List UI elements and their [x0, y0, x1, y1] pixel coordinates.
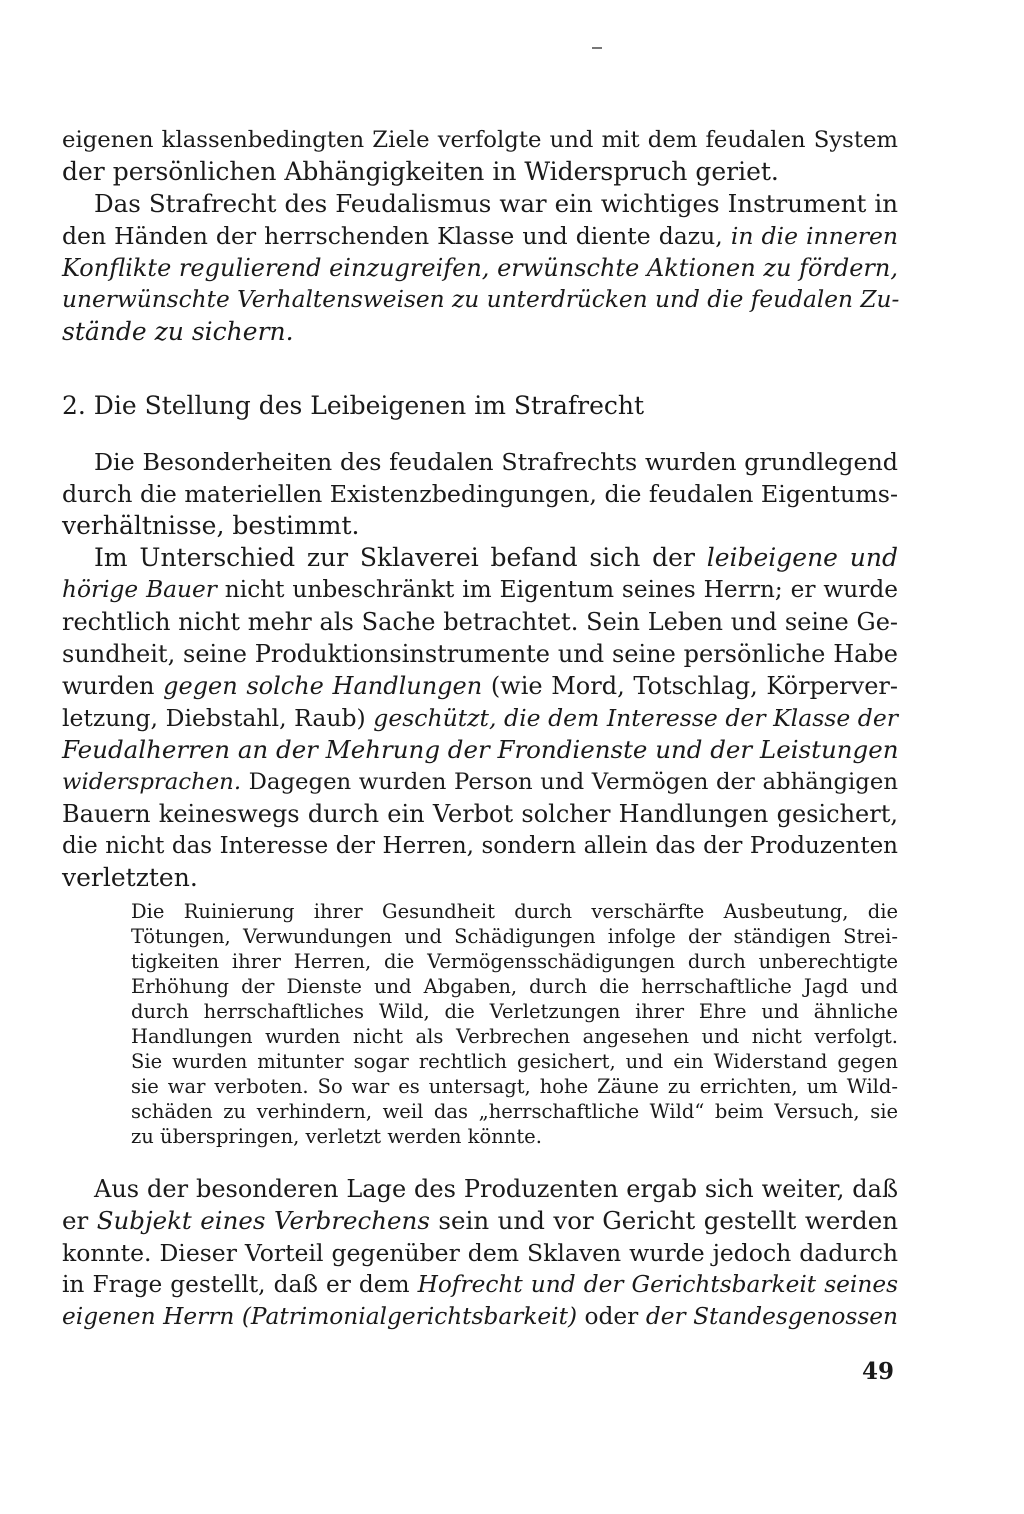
smallprint-line: schäden zu verhindern, weil das „herrschaftliche Wild“ beim Versuch, sie [131, 1100, 898, 1123]
text-line: Konflikte regulierend einzugreifen, erwünschte Aktionen zu fördern, [62, 254, 898, 282]
text-line: verhältnisse, bestimmt. [62, 511, 360, 540]
smallprint-line: Tötungen, Verwundungen und Schädigungen infolge der ständigen Strei- [131, 925, 898, 948]
text-line: Die Besonderheiten des feudalen Strafrechts wurden grundlegend [94, 448, 898, 476]
smallprint-line: zu überspringen, verletzt werden könnte. [131, 1125, 542, 1148]
smallprint-line: tigkeiten ihrer Herren, die Vermögensschädigungen durch unberechtigte [131, 950, 898, 973]
text-line: Im Unterschied zur Sklaverei befand sich der leibeigene und [94, 543, 898, 572]
text-line: letzung, Diebstahl, Raub) geschützt, die dem Interesse der Klasse der [62, 704, 898, 732]
text-line: stände zu sichern. [62, 317, 294, 346]
text-line: durch die materiellen Existenzbedingungen, die feudalen Eigentums- [62, 480, 898, 508]
text-line: in Frage gestellt, daß er dem Hofrecht und der Gerichtsbarkeit seines [62, 1271, 899, 1298]
scan-mark [592, 47, 602, 49]
section-heading: 2. Die Stellung des Leibeigenen im Strafrecht [62, 391, 645, 420]
smallprint-line: durch herrschaftliches Wild, die Verletzungen ihrer Ehre und ähnliche [131, 1000, 898, 1023]
text-line: sundheit, seine Produktionsinstrumente und seine persönliche Habe [62, 640, 898, 668]
text-line: unerwünschte Verhaltensweisen zu unterdrücken und die feudalen Zu- [62, 286, 900, 313]
text-line: wurden gegen solche Handlungen (wie Mord, Totschlag, Körperver- [62, 672, 898, 700]
text-line: eigenen Herrn (Patrimonialgerichtsbarkeit) oder der Standesgenossen [62, 1303, 898, 1330]
smallprint-line: Die Ruinierung ihrer Gesundheit durch verschärfte Ausbeutung, die [131, 900, 898, 923]
smallprint-line: Erhöhung der Dienste und Abgaben, durch die herrschaftliche Jagd und [131, 975, 898, 998]
text-line: konnte. Dieser Vorteil gegenüber dem Sklaven wurde jedoch dadurch [62, 1239, 898, 1267]
text-line: Aus der besonderen Lage des Produzenten ergab sich weiter, daß [94, 1175, 898, 1203]
smallprint-line: Handlungen wurden nicht als Verbrechen angesehen und nicht verfolgt. [131, 1025, 898, 1048]
page-number: 49 [862, 1358, 895, 1385]
text-line: rechtlich nicht mehr als Sache betrachtet. Sein Leben und seine Ge- [62, 608, 898, 636]
text-line: der persönlichen Abhängigkeiten in Widerspruch geriet. [62, 157, 779, 186]
smallprint-line: Sie wurden mitunter sogar rechtlich gesichert, und ein Widerstand gegen [131, 1050, 898, 1073]
text-line: er Subjekt eines Verbrechens sein und vor Gericht gestellt werden [62, 1206, 898, 1235]
text-line: den Händen der herrschenden Klasse und diente dazu, in die inneren [62, 222, 898, 250]
text-line: die nicht das Interesse der Herren, sondern allein das der Produzenten [62, 833, 898, 859]
text-line: Feudalherren an der Mehrung der Frondienste und der Leistungen [62, 735, 899, 764]
text-line: eigenen klassenbedingten Ziele verfolgte und mit dem feudalen System [62, 127, 898, 153]
text-line: verletzten. [62, 863, 198, 892]
smallprint-line: sie war verboten. So war es untersagt, hohe Zäune zu errichten, um Wild- [131, 1075, 898, 1098]
text-line: Das Strafrecht des Feudalismus war ein wichtiges Instrument in [94, 189, 898, 218]
text-line: hörige Bauer nicht unbeschränkt im Eigentum seines Herrn; er wurde [62, 576, 898, 603]
text-line: Bauern keineswegs durch ein Verbot solcher Handlungen gesichert, [62, 800, 898, 828]
text-line: widersprachen. Dagegen wurden Person und Vermögen der abhängigen [62, 769, 898, 795]
